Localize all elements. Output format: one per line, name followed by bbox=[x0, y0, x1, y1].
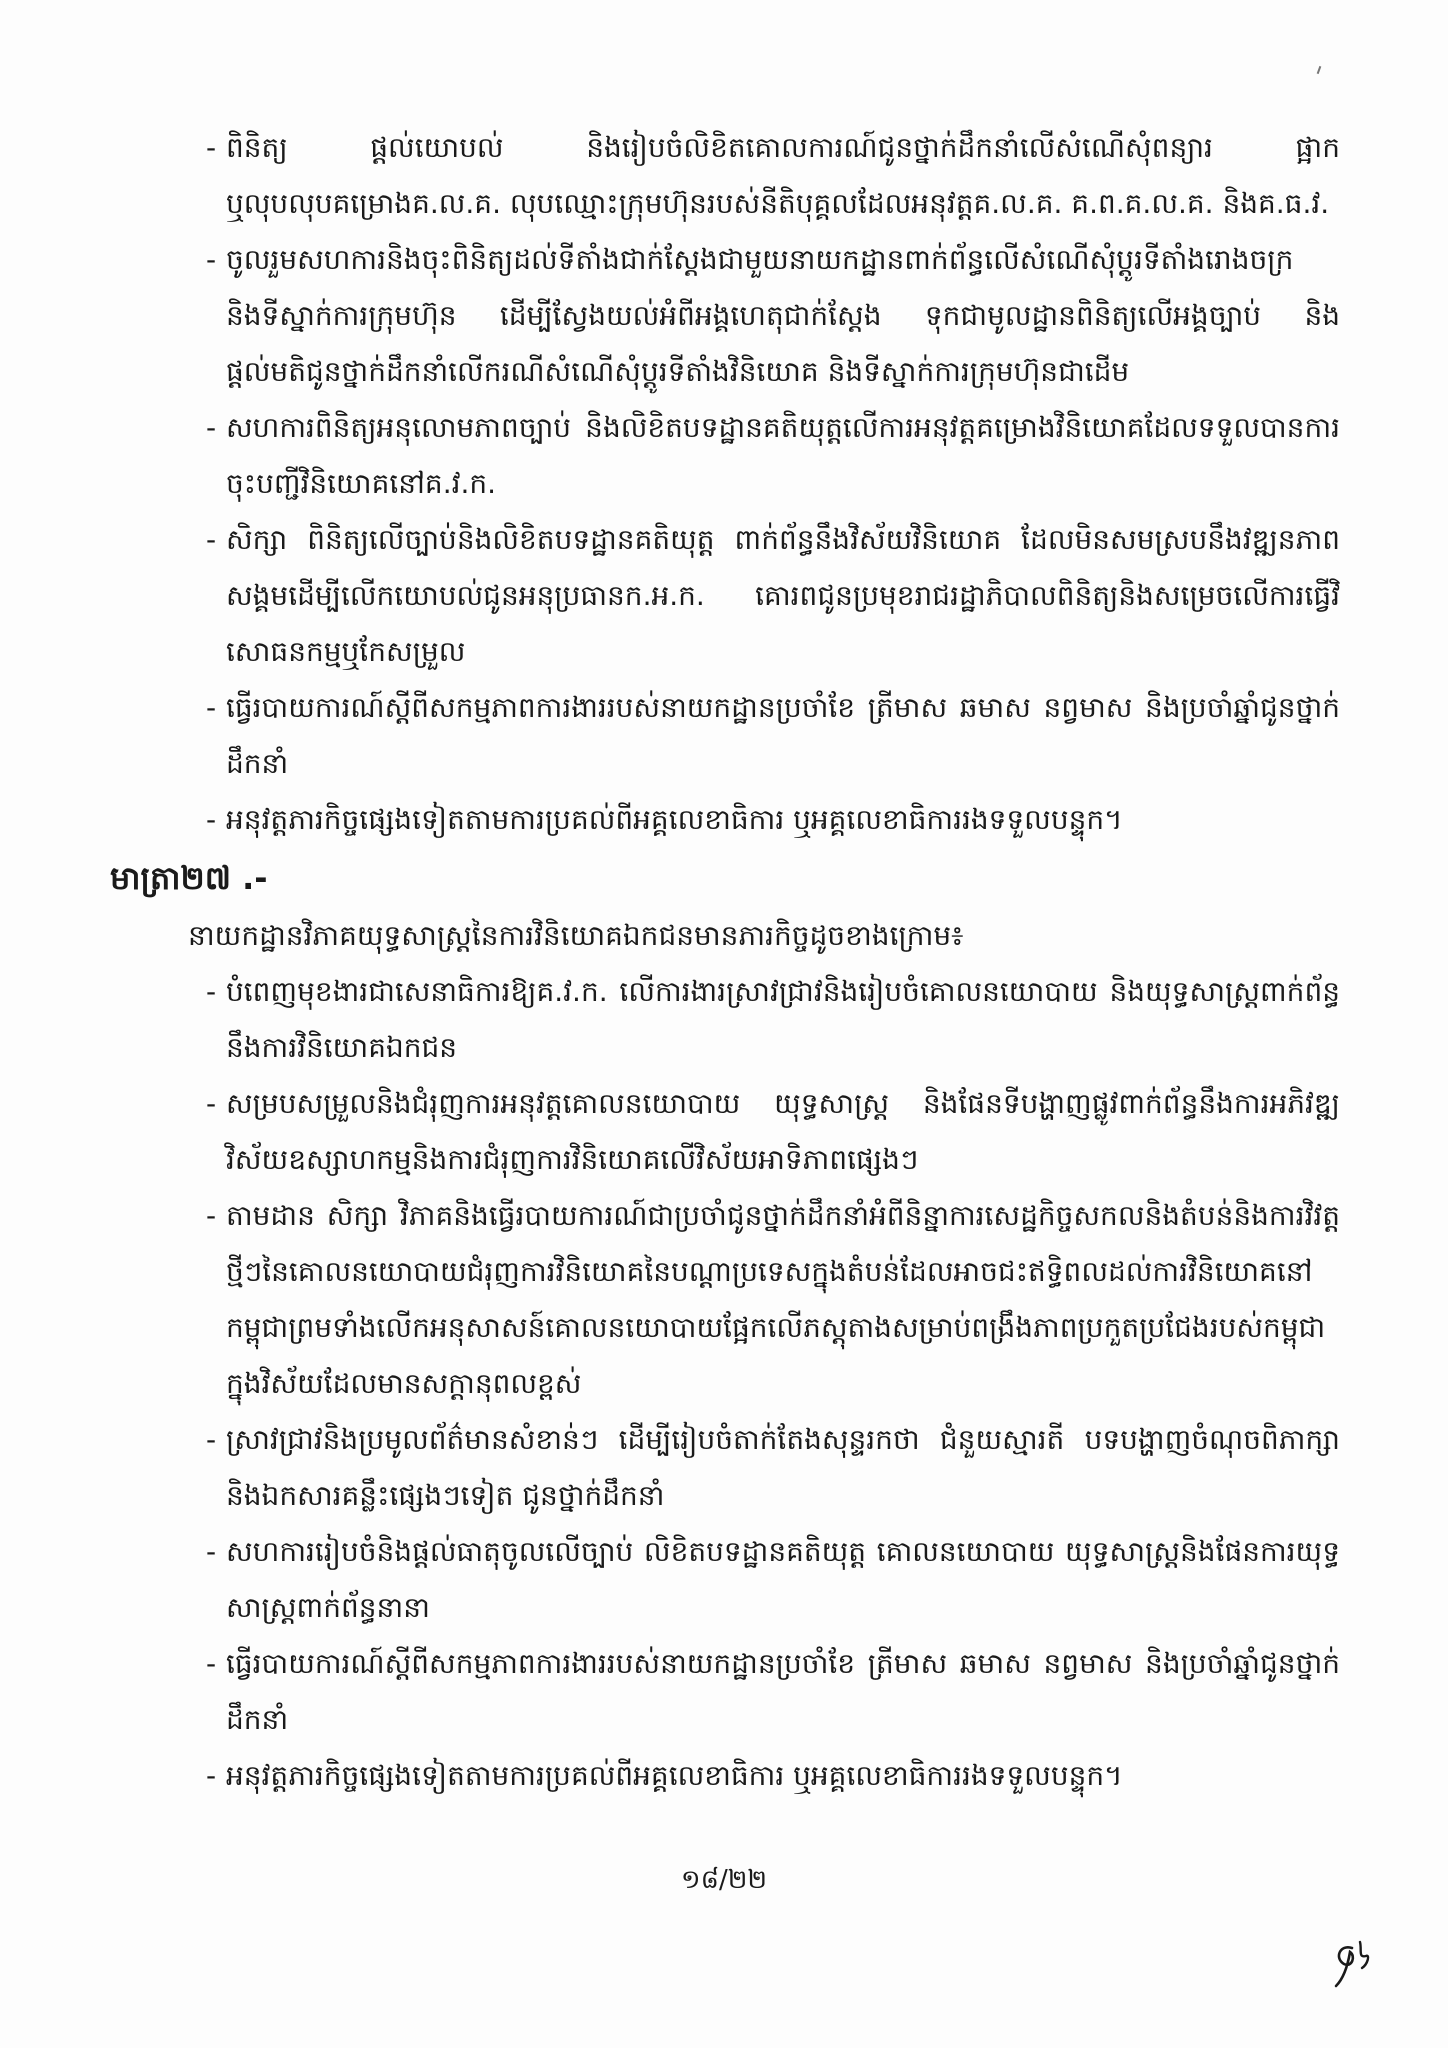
list-item: - សហការពិនិត្យអនុលោមភាពច្បាប់ និងលិខិតបទដ្ឋានគតិយុត្តលើការអនុវត្តគម្រោងវិនិយោគដែលទទួលបានការចុះបញ្ជីវិនិយោគនៅគ.វ.ក. bbox=[110, 400, 1340, 512]
bullet-dash: - bbox=[206, 1423, 217, 1456]
list-item: - ពិនិត្យ ផ្តល់យោបល់ និងរៀបចំលិខិតគោលការណ៍ជូនថ្នាក់ដឹកនាំលើសំណើសុំពន្យារ ផ្អាក ឬលុបលុបគម្រោងគ.ល.គ. លុបឈ្មោះក្រុមហ៊ុនរបស់នីតិបុគ្គលដែលអនុវត្តគ.ល.គ. គ.ព.គ.ល.គ. និងគ.ធ.វ. bbox=[110, 120, 1340, 232]
bullet-dash: - bbox=[206, 131, 217, 164]
list-item: - សិក្សា ពិនិត្យលើច្បាប់និងលិខិតបទដ្ឋានគតិយុត្ត ពាក់ព័ន្ធនឹងវិស័យវិនិយោគ ដែលមិនសមស្របនឹងវឌ្ឍនភាពសង្គមដើម្បីលើកយោបល់ជូនអនុប្រធានក.អ.ក. គោរពជូនប្រមុខរាជរដ្ឋាភិបាលពិនិត្យនិងសម្រេចលើការធ្វើវិសោធនកម្មឬកែសម្រួល bbox=[110, 512, 1340, 680]
bullet-dash: - bbox=[206, 1087, 217, 1120]
bullet-dash: - bbox=[206, 975, 217, 1008]
bullet-dash: - bbox=[206, 691, 217, 724]
bullet-dash: - bbox=[206, 1647, 217, 1680]
document-body bbox=[110, 120, 1340, 1804]
bullet-dash: - bbox=[206, 1535, 217, 1568]
bullet-dash: - bbox=[206, 1199, 217, 1232]
bullet-dash: - bbox=[206, 1759, 217, 1792]
scan-speck bbox=[1317, 66, 1322, 74]
bullet-dash: - bbox=[206, 411, 217, 444]
list-item: - ស្រាវជ្រាវនិងប្រមូលព័ត៌មានសំខាន់ៗ ដើម្បីរៀបចំតាក់តែងសុន្ទរកថា ជំនួយស្មារតី បទបង្ហាញចំណុចពិភាក្សា និងឯកសារគន្លឹះផ្សេងៗទៀត ជូនថ្នាក់ដឹកនាំ bbox=[110, 1412, 1340, 1524]
article-intro: នាយកដ្ឋានវិភាគយុទ្ធសាស្ត្រនៃការវិនិយោគឯកជនមានភារកិច្ចដូចខាងក្រោម៖ bbox=[188, 919, 964, 952]
list-item: - ធ្វើរបាយការណ៍ស្តីពីសកម្មភាពការងាររបស់នាយកដ្ឋានប្រចាំខែ ត្រីមាស ឆមាស នព្វមាស និងប្រចាំឆ្នាំជូនថ្នាក់ដឹកនាំ bbox=[110, 680, 1340, 792]
list-item: - ធ្វើរបាយការណ៍ស្តីពីសកម្មភាពការងាររបស់នាយកដ្ឋានប្រចាំខែ ត្រីមាស ឆមាស នព្វមាស និងប្រចាំឆ្នាំជូនថ្នាក់ដឹកនាំ bbox=[110, 1636, 1340, 1748]
page-number: ១៨/២២ bbox=[680, 1865, 768, 1895]
duty-list-article-27 bbox=[110, 964, 1340, 1804]
duty-list-previous-article bbox=[110, 120, 1340, 848]
list-item: - អនុវត្តភារកិច្ចផ្សេងទៀតតាមការប្រគល់ពីអគ្គលេខាធិការ ឬអគ្គលេខាធិការរងទទួលបន្ទុក។ bbox=[110, 792, 1340, 848]
article-heading: មាត្រា២៧ .- bbox=[110, 859, 268, 897]
bullet-dash: - bbox=[206, 523, 217, 556]
list-item: - សម្របសម្រួលនិងជំរុញការអនុវត្តគោលនយោបាយ យុទ្ធសាស្ត្រ និងផែនទីបង្ហាញផ្លូវពាក់ព័ន្ធនឹងការអភិវឌ្ឍវិស័យឧស្សាហកម្មនិងការជំរុញការវិនិយោគលើវិស័យអាទិភាពផ្សេងៗ bbox=[110, 1076, 1340, 1188]
bullet-dash: - bbox=[206, 243, 217, 276]
bullet-dash: - bbox=[206, 803, 217, 836]
list-item: - អនុវត្តភារកិច្ចផ្សេងទៀតតាមការប្រគល់ពីអគ្គលេខាធិការ ឬអគ្គលេខាធិការរងទទួលបន្ទុក។ bbox=[110, 1748, 1340, 1804]
list-item: - បំពេញមុខងារជាសេនាធិការឱ្យគ.វ.ក. លើការងារស្រាវជ្រាវនិងរៀបចំគោលនយោបាយ និងយុទ្ធសាស្ត្រពាក់ព័ន្ធនឹងការវិនិយោគឯកជន bbox=[110, 964, 1340, 1076]
list-item: - សហការរៀបចំនិងផ្តល់ធាតុចូលលើច្បាប់ លិខិតបទដ្ឋានគតិយុត្ត គោលនយោបាយ យុទ្ធសាស្ត្រនិងផែនការយុទ្ធសាស្ត្រពាក់ព័ន្ធនានា bbox=[110, 1524, 1340, 1636]
handwritten-initials-icon bbox=[1322, 1934, 1382, 1994]
list-item: - តាមដាន សិក្សា វិភាគនិងធ្វើរបាយការណ៍ជាប្រចាំជូនថ្នាក់ដឹកនាំអំពីនិន្នាការសេដ្ឋកិច្ចសកលនិងតំបន់និងការវិវត្តថ្មីៗនៃគោលនយោបាយជំរុញការវិនិយោគនៃបណ្តាប្រទេសក្នុងតំបន់ដែលអាចជះឥទ្ធិពលដល់ការវិនិយោគនៅកម្ពុជាព្រមទាំងលើកអនុសាសន៍គោលនយោបាយផ្អែកលើភស្តុតាងសម្រាប់ពង្រឹងភាពប្រកួតប្រជែងរបស់កម្ពុជាក្នុងវិស័យដែលមានសក្តានុពលខ្ពស់ bbox=[110, 1188, 1340, 1412]
list-item: - ចូលរួមសហការនិងចុះពិនិត្យដល់ទីតាំងជាក់ស្តែងជាមួយនាយកដ្ឋានពាក់ព័ន្ធលើសំណើសុំប្តូរទីតាំងរោងចក្រ និងទីស្នាក់ការក្រុមហ៊ុន ដើម្បីស្វែងយល់អំពីអង្គហេតុជាក់ស្តែង ទុកជាមូលដ្ឋានពិនិត្យលើអង្គច្បាប់ និងផ្តល់មតិជូនថ្នាក់ដឹកនាំលើករណីសំណើសុំប្តូរទីតាំងវិនិយោគ និងទីស្នាក់ការក្រុមហ៊ុនជាដើម bbox=[110, 232, 1340, 400]
